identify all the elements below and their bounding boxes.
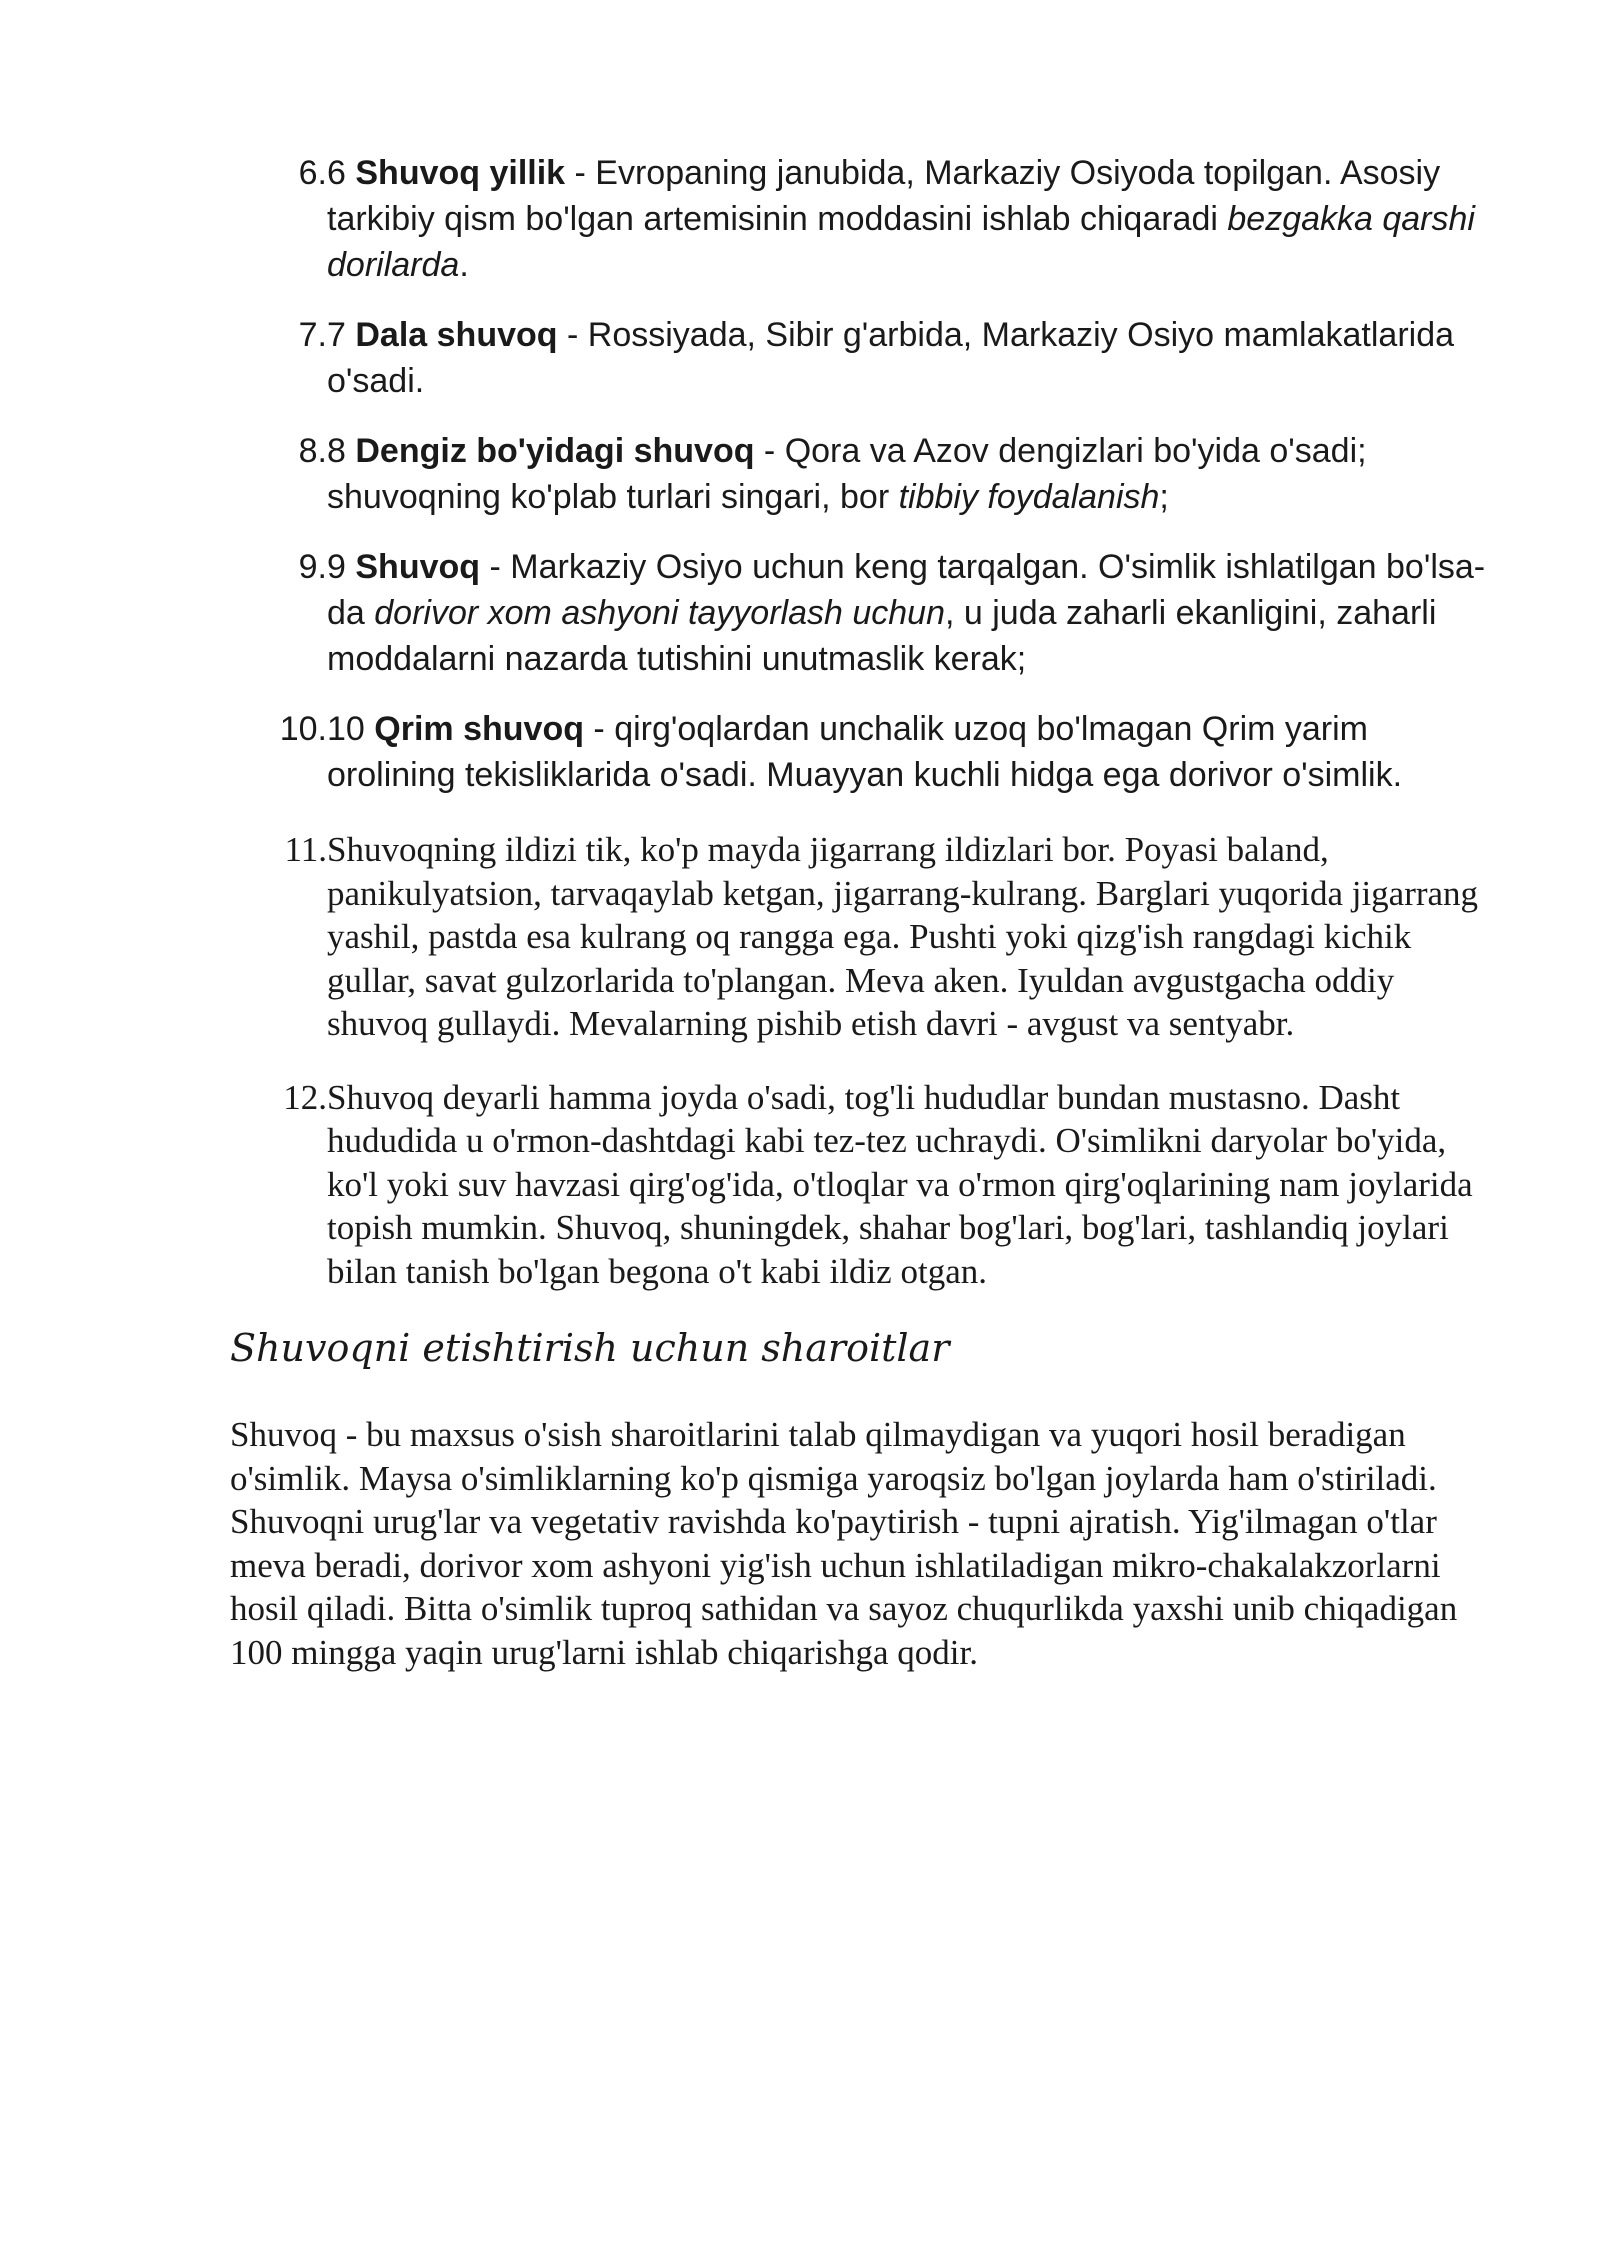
list-item (230, 544, 1500, 682)
inline-number: 9 (327, 548, 346, 586)
species-name: Dala shuvoq (355, 316, 558, 354)
item-text: - Markaziy Osiyo uchun keng tarqalgan. O'simlik ishlatilgan bo'lsa-da (327, 548, 1486, 632)
item-text: - qirg'oqlardan unchalik uzoq bo'lmagan Qrim yarim orolining tekisliklarida o'sadi. Muayyan kuchli hidga ega dorivor o'simlik. (327, 710, 1403, 794)
list-item (230, 706, 1500, 798)
document-page (230, 150, 1500, 1674)
list-marker: 10. (279, 710, 327, 748)
list-item (230, 312, 1500, 404)
inline-number: 6 (327, 154, 346, 192)
item-text: - Qora va Azov dengizlari bo'yida o'sadi; shuvoqning ko'plab turlari singari, bor (327, 432, 1367, 516)
list-marker: 6. (298, 154, 327, 192)
item-text: - Evropaning janubida, Markaziy Osiyoda topilgan. Asosiy tarkibiy qism bo'lgan artemisinin moddasini ishlab chiqaradi (327, 154, 1441, 238)
inline-number: 8 (327, 432, 346, 470)
list-marker: 12. (283, 1077, 327, 1117)
list-marker: 8. (298, 432, 327, 470)
section-paragraph: Shuvoq - bu maxsus o'sish sharoitlarini talab qilmaydigan va yuqori hosil beradigan o'simlik. Maysa o'simliklarning ko'p qismiga yaroqsiz bo'lgan joylarda ham o'stiriladi. Shuvoqni urug'lar va vegetativ ravishda ko'paytirish - tupni ajratish. Yig'ilmagan o'tlar meva beradi, dorivor xom ashyoni yig'ish uchun ishlatiladigan mikro-chakalakzorlarni hosil qiladi. Bitta o'simlik tuproq sathidan va sayoz chuqurlikda yaxshi unib chiqadigan 100 mingga yaqin urug'larni ishlab chiqarishga qodir. (230, 1415, 1458, 1672)
item-text-end: ; (1159, 478, 1169, 516)
list-item-text (327, 706, 1500, 798)
inline-number: 7 (327, 316, 346, 354)
list-marker: 7. (298, 316, 327, 354)
list-item-text (327, 544, 1500, 682)
italic-phrase: bezgakka qarshi dorilarda (327, 200, 1475, 284)
list-item-text: Shuvoq deyarli hamma joyda o'sadi, tog'li hududlar bundan mustasno. Dasht hududida u o'rmon-dashtdagi kabi tez-tez uchraydi. O'simlikni daryolar bo'yida, ko'l yoki suv havzasi qirg'og'ida, o'tloqlar va o'rmon qirg'oqlarining nam joylarida topish mumkin. Shuvoq, shuningdek, shahar bog'lari, bog'lari, tashlandiq joylari bilan tanish bo'lgan begona o't kabi ildiz otgan. (327, 1077, 1473, 1291)
species-name: Shuvoq yillik (355, 154, 566, 192)
list-item (230, 828, 1500, 1046)
item-text-end: . (459, 246, 469, 284)
list-marker: 11. (284, 830, 327, 869)
italic-phrase: dorivor xom ashyoni tayyorlash uchun (374, 594, 945, 632)
species-name: Qrim shuvoq (374, 710, 584, 748)
section-heading: Shuvoqni etishtirish uchun sharoitlar (230, 1326, 950, 1370)
list-item (230, 1076, 1500, 1294)
list-item-text: Shuvoqning ildizi tik, ko'p mayda jigarrang ildizlari bor. Poyasi baland, panikulyatsion, tarvaqaylab ketgan, jigarrang-kulrang. Barglari yuqorida jigarrang yashil, pastda esa kulrang oq rangga ega. Pushti yoki qizg'ish rangdagi kichik gullar, savat gulzorlarida to'plangan. Meva aken. Iyuldan avgustgacha oddiy shuvoq gullaydi. Mevalarning pishib etish davri - avgust va sentyabr. (327, 830, 1479, 1043)
list-marker: 9. (298, 548, 327, 586)
species-name: Dengiz bo'yidagi shuvoq (355, 432, 755, 470)
list-item (230, 428, 1500, 520)
inline-number: 10 (327, 710, 365, 748)
list-item (230, 150, 1500, 288)
item-text-end: , u juda zaharli ekanligini, zaharli moddalarni nazarda tutishini unutmaslik kerak; (327, 594, 1437, 678)
list-item-text (327, 150, 1500, 288)
list-item-text (327, 428, 1500, 520)
italic-phrase: tibbiy foydalanish (898, 478, 1160, 516)
item-text: - Rossiyada, Sibir g'arbida, Markaziy Osiyo mamlakatlarida o'sadi. (327, 316, 1455, 400)
species-name: Shuvoq (355, 548, 481, 586)
list-item-text (327, 312, 1500, 404)
